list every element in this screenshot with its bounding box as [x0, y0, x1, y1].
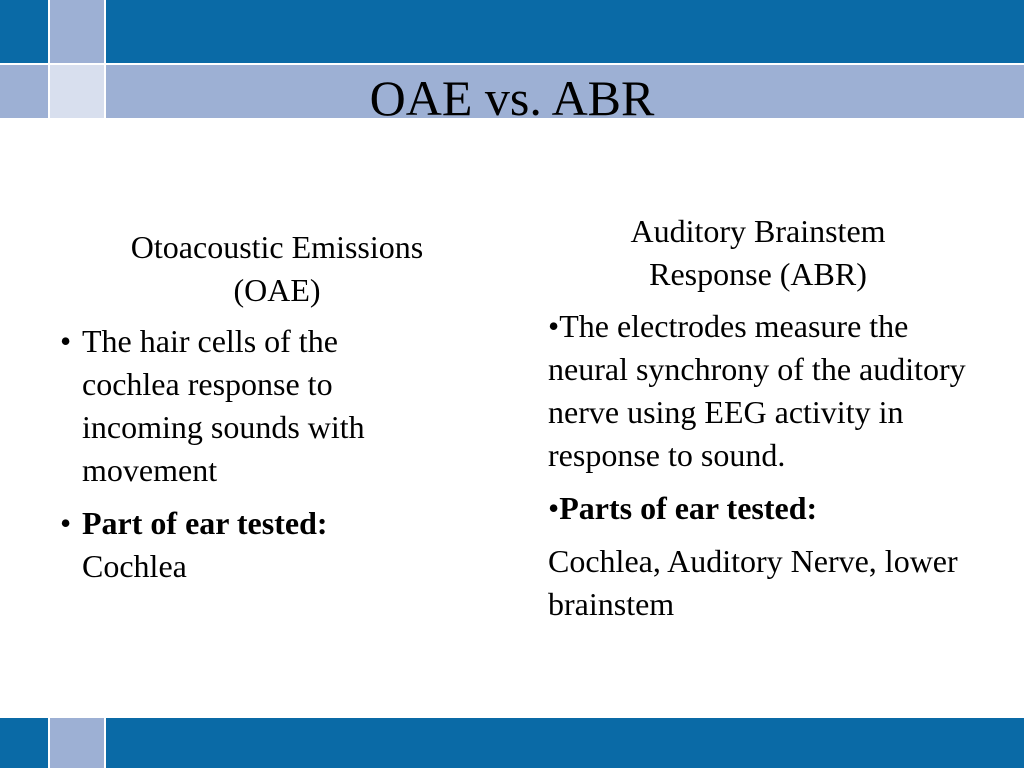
- bullet-dot: •: [548, 490, 560, 526]
- right-bullet-2-label: Parts of ear tested:: [559, 490, 818, 526]
- left-heading-line1: Otoacoustic Emissions: [130, 229, 424, 265]
- right-heading-line2: Response (ABR): [649, 256, 867, 292]
- left-bullet-list: [60, 320, 440, 598]
- footer-divider-v2: [104, 718, 106, 768]
- left-bullet-2-text: Cochlea: [82, 548, 187, 584]
- right-bullet-1: [548, 305, 968, 477]
- left-heading-line2: (OAE): [233, 272, 321, 308]
- footer-divider-v: [48, 718, 50, 768]
- right-heading-line1: Auditory Brainstem: [630, 213, 886, 249]
- left-bullet-2-label: Part of ear tested:: [82, 505, 328, 541]
- bullet-dot: •: [548, 308, 560, 344]
- right-bullet-2-body: [548, 540, 968, 626]
- left-bullet-2: [60, 502, 440, 588]
- header-divider-h: [0, 63, 1024, 65]
- left-bullet-1-text: The hair cells of the cochlea response to incoming sounds with movement: [82, 323, 365, 488]
- slide-title: OAE vs. ABR: [369, 70, 655, 126]
- right-bullet-list: [548, 305, 968, 636]
- header-square-a: [50, 0, 104, 64]
- footer-bar: [0, 718, 1024, 768]
- bullet-dot: •: [60, 323, 72, 359]
- right-column-heading: [548, 210, 968, 296]
- header-top-bar: [0, 0, 1024, 64]
- right-bullet-2-text: Cochlea, Auditory Nerve, lower brainstem: [548, 543, 958, 622]
- right-bullet-2: [548, 487, 968, 530]
- left-column-heading: [60, 226, 494, 312]
- right-bullet-1-text: The electrodes measure the neural synchrony of the auditory nerve using EEG activity in response to sound.: [548, 308, 966, 473]
- bullet-dot: •: [60, 505, 72, 541]
- left-bullet-1: [60, 320, 440, 492]
- footer-square: [50, 718, 104, 768]
